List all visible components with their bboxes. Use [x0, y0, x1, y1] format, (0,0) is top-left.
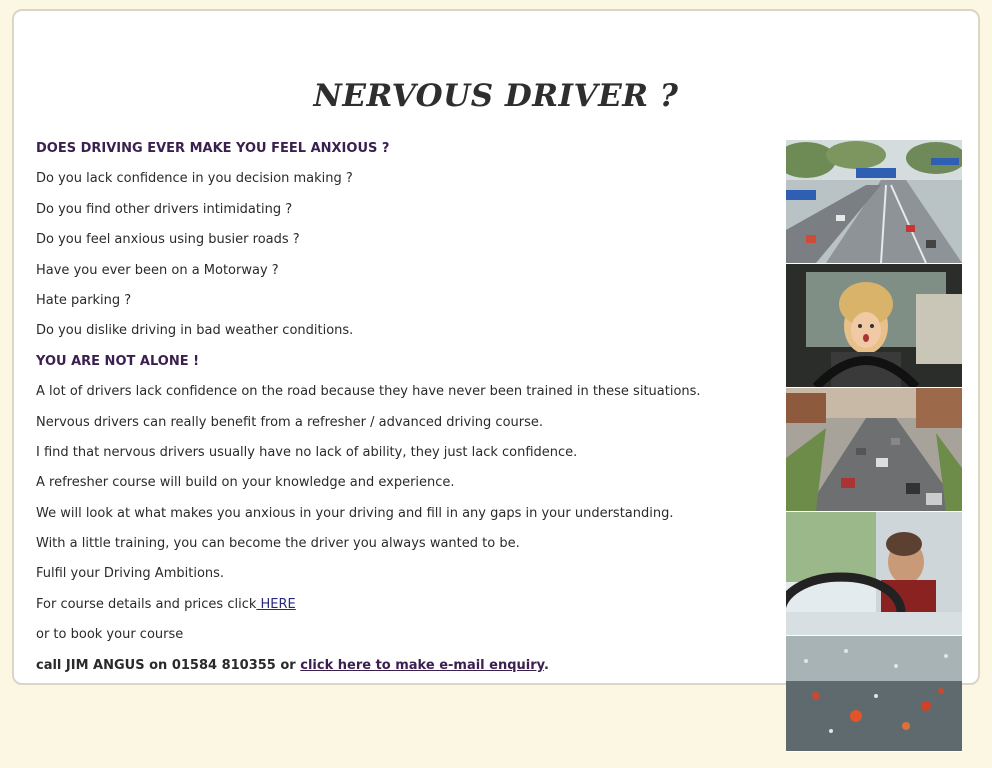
question-line: Do you feel anxious using busier roads ?: [36, 232, 300, 248]
question-line: Do you find other drivers intimidating ?: [36, 201, 293, 217]
body-line: A refresher course will build on your knowledge and experience.: [36, 475, 455, 491]
body-line: I find that nervous drivers usually have no lack of ability, they just lack confidence.: [36, 444, 578, 460]
page-title: NERVOUS DRIVER ?: [313, 78, 679, 114]
body-line: Fulfil your Driving Ambitions.: [36, 566, 225, 582]
body-line: A lot of drivers lack confidence on the road because they have never been trained in these situations.: [36, 384, 701, 400]
email-enquiry-link[interactable]: click here to make e-mail enquiry: [300, 657, 544, 673]
body-line: We will look at what makes you anxious in your driving and fill in any gaps in your understanding.: [36, 505, 674, 521]
book-course-line: or to book your course: [36, 627, 184, 643]
not-alone-heading: YOU ARE NOT ALONE !: [36, 353, 200, 369]
question-heading: DOES DRIVING EVER MAKE YOU FEEL ANXIOUS ?: [36, 141, 390, 156]
motorway-photo: [786, 140, 962, 264]
contact-suffix: .: [543, 657, 549, 673]
question-line: Have you ever been on a Motorway ?: [36, 262, 279, 278]
text-column: [36, 137, 796, 684]
contact-text: call JIM ANGUS on 01584 810355 or: [36, 657, 301, 673]
course-details-text: For course details and prices click: [36, 596, 257, 612]
rainy-windscreen-photo: [786, 636, 962, 752]
body-line: Nervous drivers can really benefit from a refresher / advanced driving course.: [36, 414, 544, 430]
question-line: Do you lack confidence in you decision making ?: [36, 171, 353, 187]
body-line: With a little training, you can become the driver you always wanted to be.: [36, 536, 520, 552]
here-link[interactable]: HERE: [256, 596, 296, 612]
contact-line: [36, 654, 796, 684]
man-driver-photo: [786, 512, 962, 636]
course-details-line: [36, 593, 796, 623]
question-line: Do you dislike driving in bad weather conditions.: [36, 323, 354, 339]
busy-road-photo: [786, 388, 962, 512]
anxious-woman-driver-photo: [786, 264, 962, 388]
question-line: Hate parking ?: [36, 292, 132, 308]
photo-column: [786, 140, 962, 752]
